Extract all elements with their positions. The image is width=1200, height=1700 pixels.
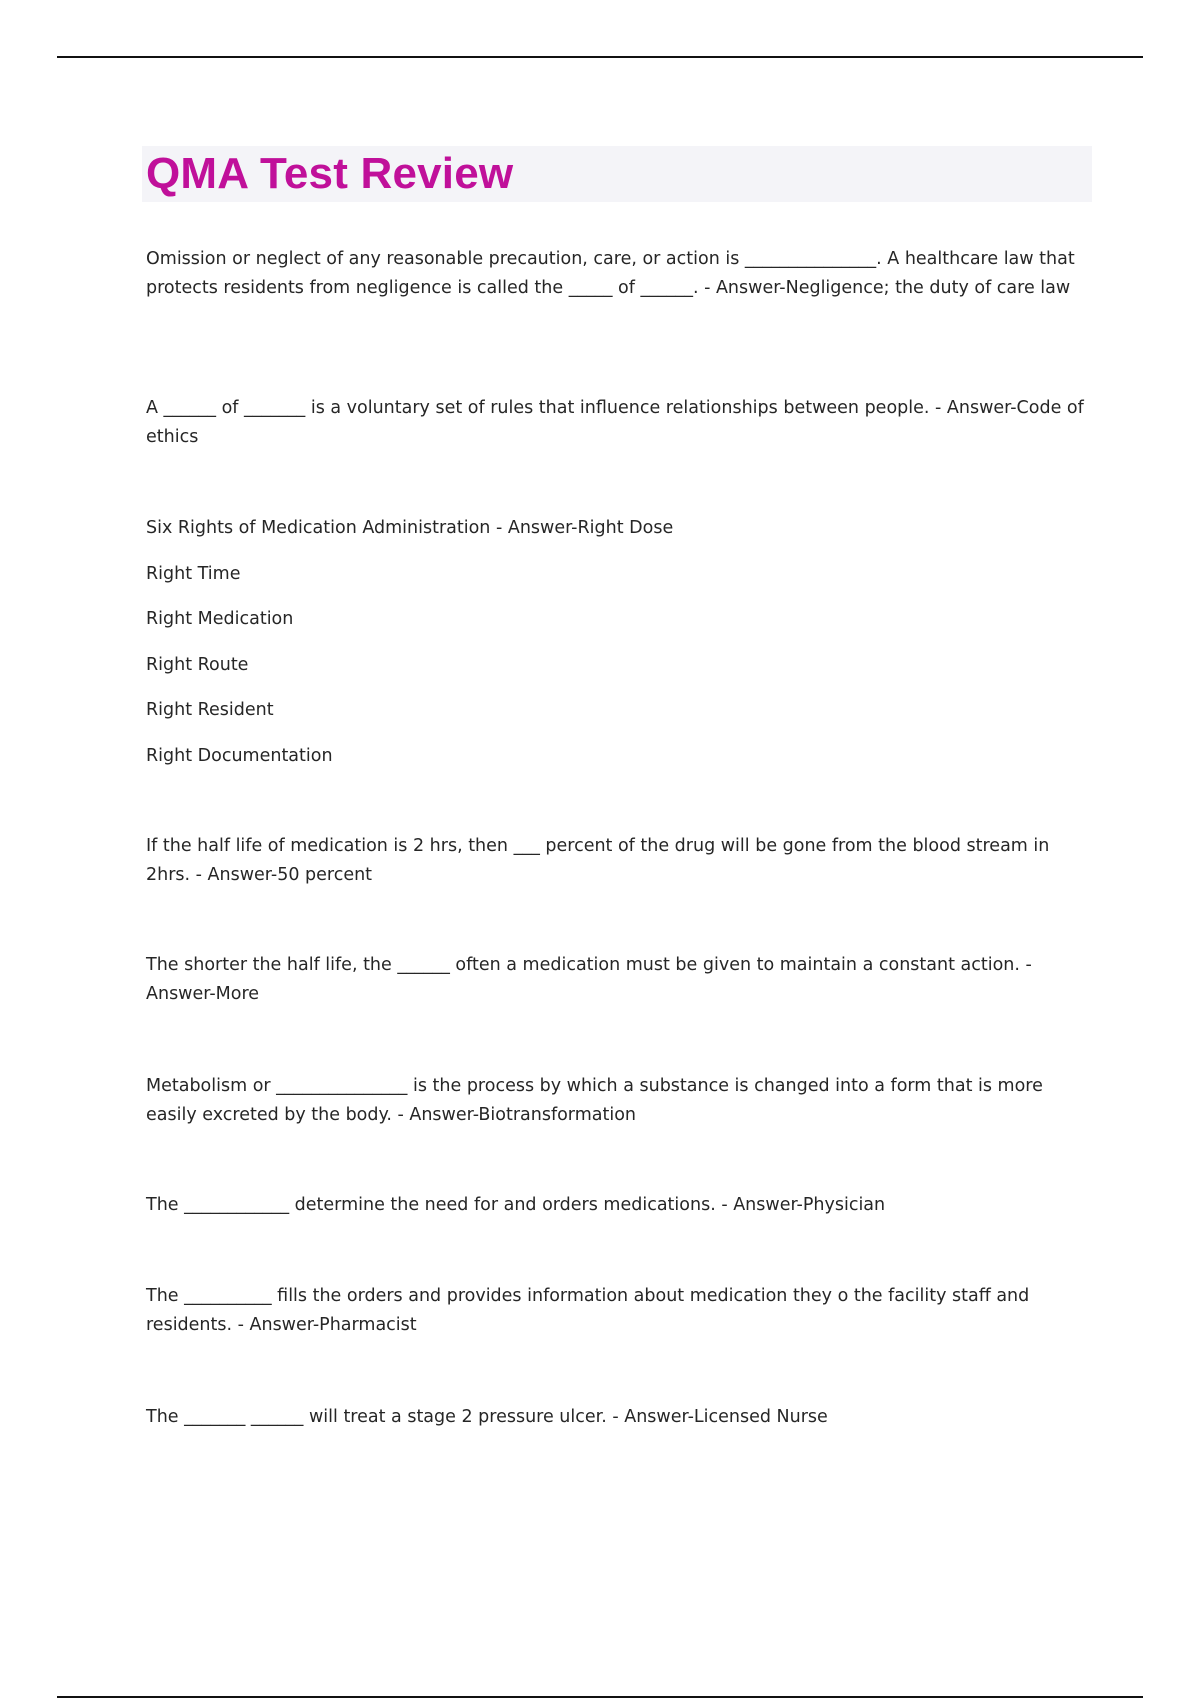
question-metabolism: Metabolism or _______________ is the process by which a substance is changed into a form that is more easily excreted by the body. - Answer-Biotransformation	[146, 1076, 1043, 1125]
question-half-life: If the half life of medication is 2 hrs, then ___ percent of the drug will be gone from the blood stream in 2hrs. - Answer-50 percent	[146, 836, 1050, 885]
list-item-right-documentation: Right Documentation	[146, 746, 333, 766]
document-title: QMA Test Review	[146, 149, 514, 198]
question-shorter-half-life: The shorter the half life, the ______ often a medication must be given to maintain a constant action. - Answer-More	[146, 955, 1032, 1004]
list-item-right-route: Right Route	[146, 655, 249, 675]
list-item-right-resident: Right Resident	[146, 700, 274, 720]
question-pharmacist: The __________ fills the orders and provides information about medication they o the facility staff and residents. - Answer-Pharmacist	[146, 1286, 1030, 1335]
question-code-of-ethics: A ______ of _______ is a voluntary set of rules that influence relationships between people. - Answer-Code of ethics	[146, 398, 1084, 447]
list-item-right-time: Right Time	[146, 564, 241, 584]
question-negligence: Omission or neglect of any reasonable precaution, care, or action is _______________. A healthcare law that protects residents from negligence is called the _____ of ______. - Answer-Negligence; the duty of care law	[146, 249, 1075, 298]
top-rule	[57, 56, 1143, 58]
question-physician: The ____________ determine the need for and orders medications. - Answer-Physician	[146, 1195, 886, 1215]
list-item-right-medication: Right Medication	[146, 609, 294, 629]
question-licensed-nurse: The _______ ______ will treat a stage 2 pressure ulcer. - Answer-Licensed Nurse	[146, 1407, 828, 1427]
bottom-rule	[57, 1696, 1143, 1698]
question-six-rights: Six Rights of Medication Administration - Answer-Right Dose	[146, 518, 674, 538]
